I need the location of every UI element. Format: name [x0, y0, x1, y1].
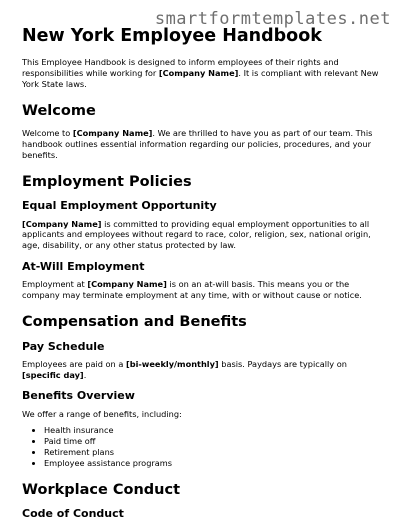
eeo-paragraph [22, 219, 384, 251]
intro-text-after: . It is compliant with relevant New York State laws. [22, 67, 379, 89]
intro-text-before: This Employee Handbook is designed to inform employees of their rights and responsibilities while working for [22, 57, 339, 78]
welcome-paragraph [22, 128, 384, 160]
benefits-list [22, 425, 384, 468]
pay-day-placeholder: [specific day] [22, 369, 84, 380]
welcome-text-before: Welcome to [22, 128, 73, 139]
list-item: • Employee assistance programs [44, 458, 384, 469]
at-will-paragraph [22, 279, 384, 301]
at-will-text-before: Employment at [22, 279, 88, 290]
welcome-heading: Welcome [22, 102, 96, 119]
eeo-heading: Equal Employment Opportunity [22, 199, 217, 213]
workplace-conduct-heading: Workplace Conduct [22, 481, 180, 498]
pay-frequency-placeholder: [bi-weekly/monthly] [125, 358, 219, 369]
eeo-text: is committed to providing equal employment opportunities to all applicants and employees without regard to race, color, religion, sex, national origin, age, disability, or any other status protected by law. [22, 218, 371, 251]
company-name-placeholder: [Company Name] [72, 128, 153, 139]
employment-policies-heading: Employment Policies [22, 173, 192, 190]
watermark-logo: smartformtemplates.net [154, 9, 391, 29]
at-will-text-after: is on an at-will basis. This means you or the company may terminate employment at any time, with or without cause or notice. [22, 279, 362, 301]
welcome-text-after: . We are thrilled to have you as part of our team. This handbook outlines essential information regarding our policies, procedures, and your benefits. [22, 128, 373, 160]
company-name-placeholder: [Company Name] [87, 279, 167, 290]
pay-text-after: . [83, 369, 87, 380]
pay-schedule-paragraph [22, 359, 384, 381]
intro-paragraph [22, 57, 384, 89]
code-of-conduct-heading: Code of Conduct [22, 507, 124, 521]
list-item: • Retirement plans [44, 447, 384, 458]
benefits-overview-heading: Benefits Overview [22, 389, 135, 403]
pay-text-middle: basis. Paydays are typically on [218, 358, 347, 369]
list-item: • Health insurance [44, 425, 384, 436]
pay-text-before: Employees are paid on a [22, 358, 126, 369]
benefits-lead: We offer a range of benefits, including: [22, 408, 182, 419]
pay-schedule-heading: Pay Schedule [22, 339, 105, 353]
document-body [22, 26, 384, 527]
document-title: New York Employee Handbook [22, 26, 322, 46]
company-name-placeholder: [Company Name] [22, 218, 102, 229]
list-item: • Paid time off [44, 436, 384, 447]
company-name-placeholder: [Company Name] [158, 67, 239, 78]
compensation-heading: Compensation and Benefits [22, 313, 247, 330]
at-will-heading: At-Will Employment [22, 260, 145, 274]
